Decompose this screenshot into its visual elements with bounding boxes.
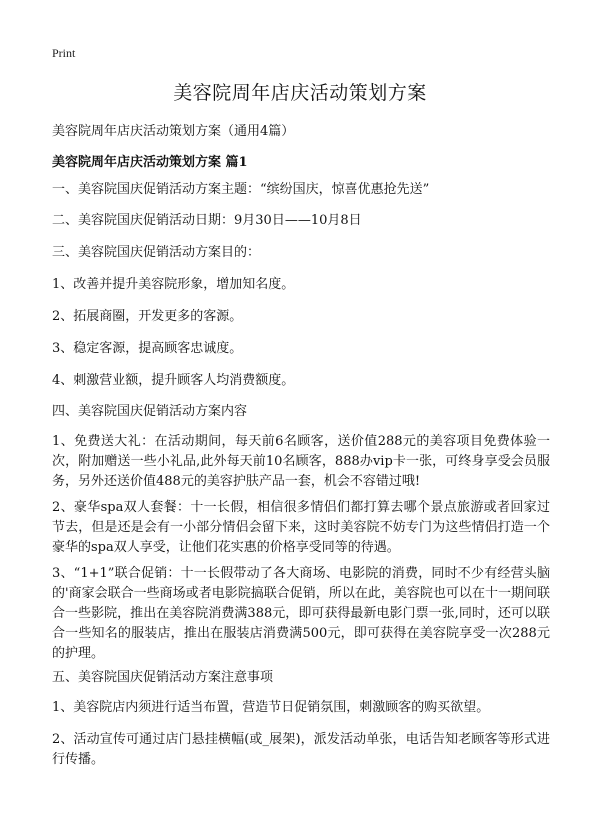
document-subtitle: 美容院周年店庆活动策划方案（通用4篇） — [52, 124, 295, 139]
paragraph-content-heading: 四、美容院国庆促销活动方案内容 — [52, 404, 248, 419]
paragraph-goal-1: 1、改善并提升美容院形象，增加知名度。 — [52, 277, 295, 292]
document-title: 美容院周年店庆活动策划方案 — [173, 82, 427, 104]
paragraph-content-1: 1、免费送大礼：在活动期间，每天前6名顾客，送价值288元的美容项目免费体验一次，附加赠送一些小礼品,此外每天前10名顾客，888办vip卡一张，可终身享受会员服务，另外还送价值488元的美容护肤产品一套，机会不容错过哦! — [52, 434, 550, 489]
paragraph-goal-4: 4、刺激营业额，提升顾客人均消费额度。 — [52, 373, 295, 388]
paragraph-notes-heading: 五、美容院国庆促销活动方案注意事项 — [52, 670, 274, 685]
paragraph-goal-2: 2、拓展商圈，开发更多的客源。 — [52, 309, 243, 324]
paragraph-content-2: 2、豪华spa双人套餐：十一长假，相信很多情侣们都打算去哪个景点旅游或者回家过节去，但是还是会有一小部分情侣会留下来，这时美容院不妨专门为这些情侣打造一个豪华的spa双人享受，让他们花实惠的价格享受同等的待遇。 — [52, 500, 550, 555]
paragraph-note-2: 2、活动宣传可通过店门悬挂横幅(或_展架)，派发活动单张，电话告知老顾客等形式进行传播。 — [52, 732, 550, 767]
paragraph-dates: 二、美容院国庆促销活动日期：9月30日——10月8日 — [52, 213, 362, 228]
paragraph-note-1: 1、美容院店内须进行适当布置，营造节日促销氛围，刺激顾客的购买欲望。 — [52, 700, 490, 715]
paragraph-content-3: 3、“1+1”联合促销：十一长假带动了各大商场、电影院的消费，同时不少有经营头脑的'商家会联合一些商场或者电影院搞联合促销，所以在此，美容院也可以在十一期间联合一些影院，推出在美容院消费满388元，即可获得最新电影门票一张,同时，还可以联合一些知名的服装店，推出在服装店消费满500元，即可获得在美容院享受一次288元的护理。 — [52, 566, 550, 661]
section-heading: 美容院周年店庆活动策划方案 篇1 — [52, 155, 248, 170]
print-link[interactable]: Print — [52, 46, 76, 60]
paragraph-goals-heading: 三、美容院国庆促销活动方案目的： — [52, 245, 261, 260]
paragraph-goal-3: 3、稳定客源，提高顾客忠诚度。 — [52, 341, 243, 356]
paragraph-theme: 一、美容院国庆促销活动方案主题：“缤纷国庆，惊喜优惠抢先送” — [52, 182, 430, 197]
